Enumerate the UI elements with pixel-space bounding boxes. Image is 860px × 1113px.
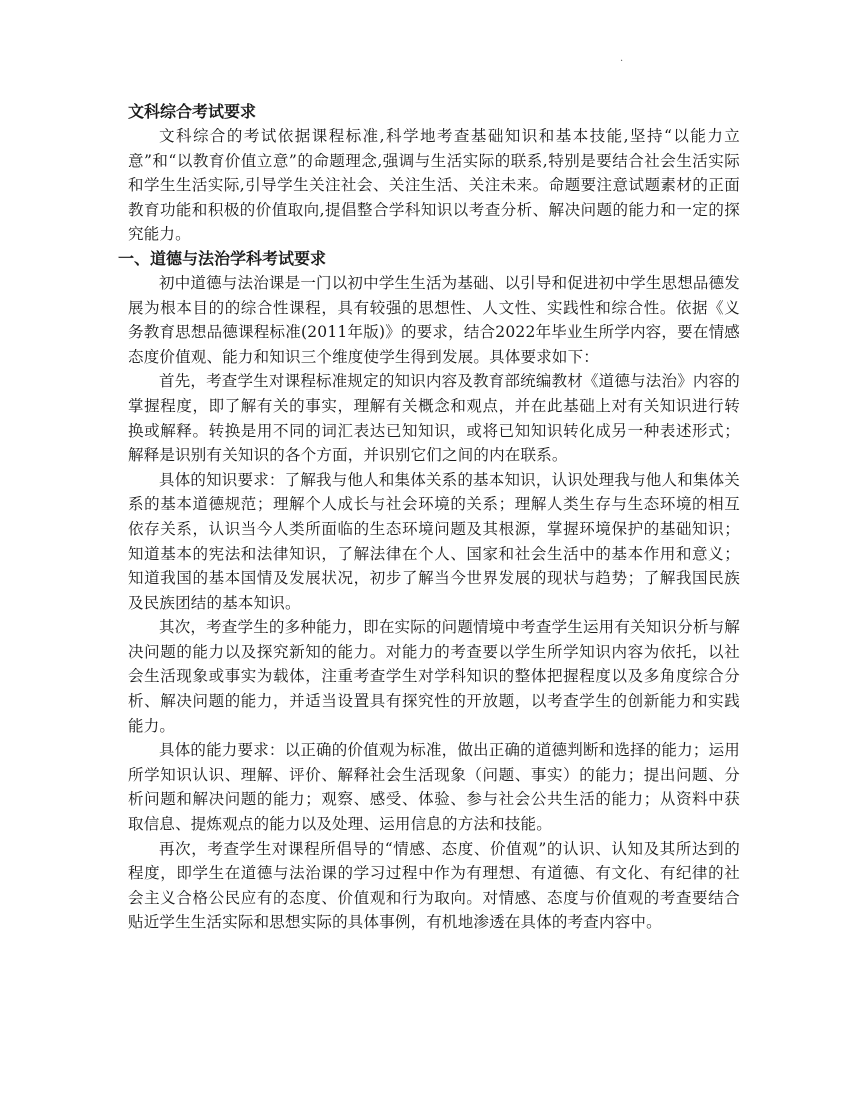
page-title: 文科综合考试要求 [128, 102, 257, 121]
section-heading: 一、道德与法治学科考试要求 [118, 248, 327, 268]
document-body [118, 100, 740, 935]
body-paragraph: 具体的知识要求：了解我与他人和集体关系的基本知识，认识处理我与他人和集体关系的基本道德规范；理解个人成长与社会环境的关系；理解人类生存与生态环境的相互依存关系，认识当今人类所面临的生态环境问题及其根源，掌握环境保护的基础知识；知道基本的宪法和法律知识，了解法律在个人、国家和社会生活中的基本作用和意义；知道我国的基本国情及发展状况，初步了解当今世界发展的现状与趋势；了解我国民族及民族团结的基本知识。 [128, 470, 740, 612]
body-paragraph: 初中道德与法治课是一门以初中学生生活为基础、以引导和促进初中学生思想品德发展为根本目的的综合性课程，具有较强的思想性、人文性、实践性和综合性。依据《义务教育思想品德课程标准(2011年版)》的要求，结合2022年毕业生所学内容，要在情感态度价值观、能力和知识三个维度使学生得到发展。具体要求如下： [128, 273, 740, 366]
body-paragraph: 再次，考查学生对课程所倡导的“情感、态度、价值观”的认识、认知及其所达到的程度，即学生在道德与法治课的学习过程中作为有理想、有道德、有文化、有纪律的社会主义合格公民应有的态度、价值观和行为取向。对情感、态度与价值观的考查要结合贴近学生生活实际和思想实际的具体事例，有机地渗透在具体的考查内容中。 [128, 839, 740, 932]
body-paragraph: 其次，考查学生的多种能力，即在实际的问题情境中考查学生运用有关知识分析与解决问题的能力以及探究新知的能力。对能力的考查要以学生所学知识内容为依托，以社会生活现象或事实为载体，注重考查学生对学科知识的整体把握程度以及多角度综合分析、解决问题的能力，并适当设置具有探究性的开放题，以考查学生的创新能力和实践能力。 [128, 618, 740, 735]
body-paragraph: 首先，考查学生对课程标准规定的知识内容及教育部统编教材《道德与法治》内容的掌握程度，即了解有关的事实，理解有关概念和观点，并在此基础上对有关知识进行转换或解释。转换是用不同的词汇表达已知知识，或将已知知识转化成另一种表述形式；解释是识别有关知识的各个方面，并识别它们之间的内在联系。 [128, 372, 740, 465]
intro-paragraph: 文科综合的考试依据课程标准,科学地考查基础知识和基本技能,坚持“以能力立意”和“以教育价值立意”的命题理念,强调与生活实际的联系,特别是要结合社会生活实际和学生生活实际,引导学生关注社会、关注生活、关注未来。命题要注意试题素材的正面教育功能和积极的价值取向,提倡整合学科知识以考查分析、解决问题的能力和一定的探究能力。 [128, 127, 740, 244]
corner-mark: · [620, 56, 624, 67]
body-paragraph: 具体的能力要求：以正确的价值观为标准，做出正确的道德判断和选择的能力；运用所学知识认识、理解、评价、解释社会生活现象（问题、事实）的能力；提出问题、分析问题和解决问题的能力；观察、感受、体验、参与社会公共生活的能力；从资料中获取信息、提炼观点的能力以及处理、运用信息的方法和技能。 [128, 741, 740, 834]
